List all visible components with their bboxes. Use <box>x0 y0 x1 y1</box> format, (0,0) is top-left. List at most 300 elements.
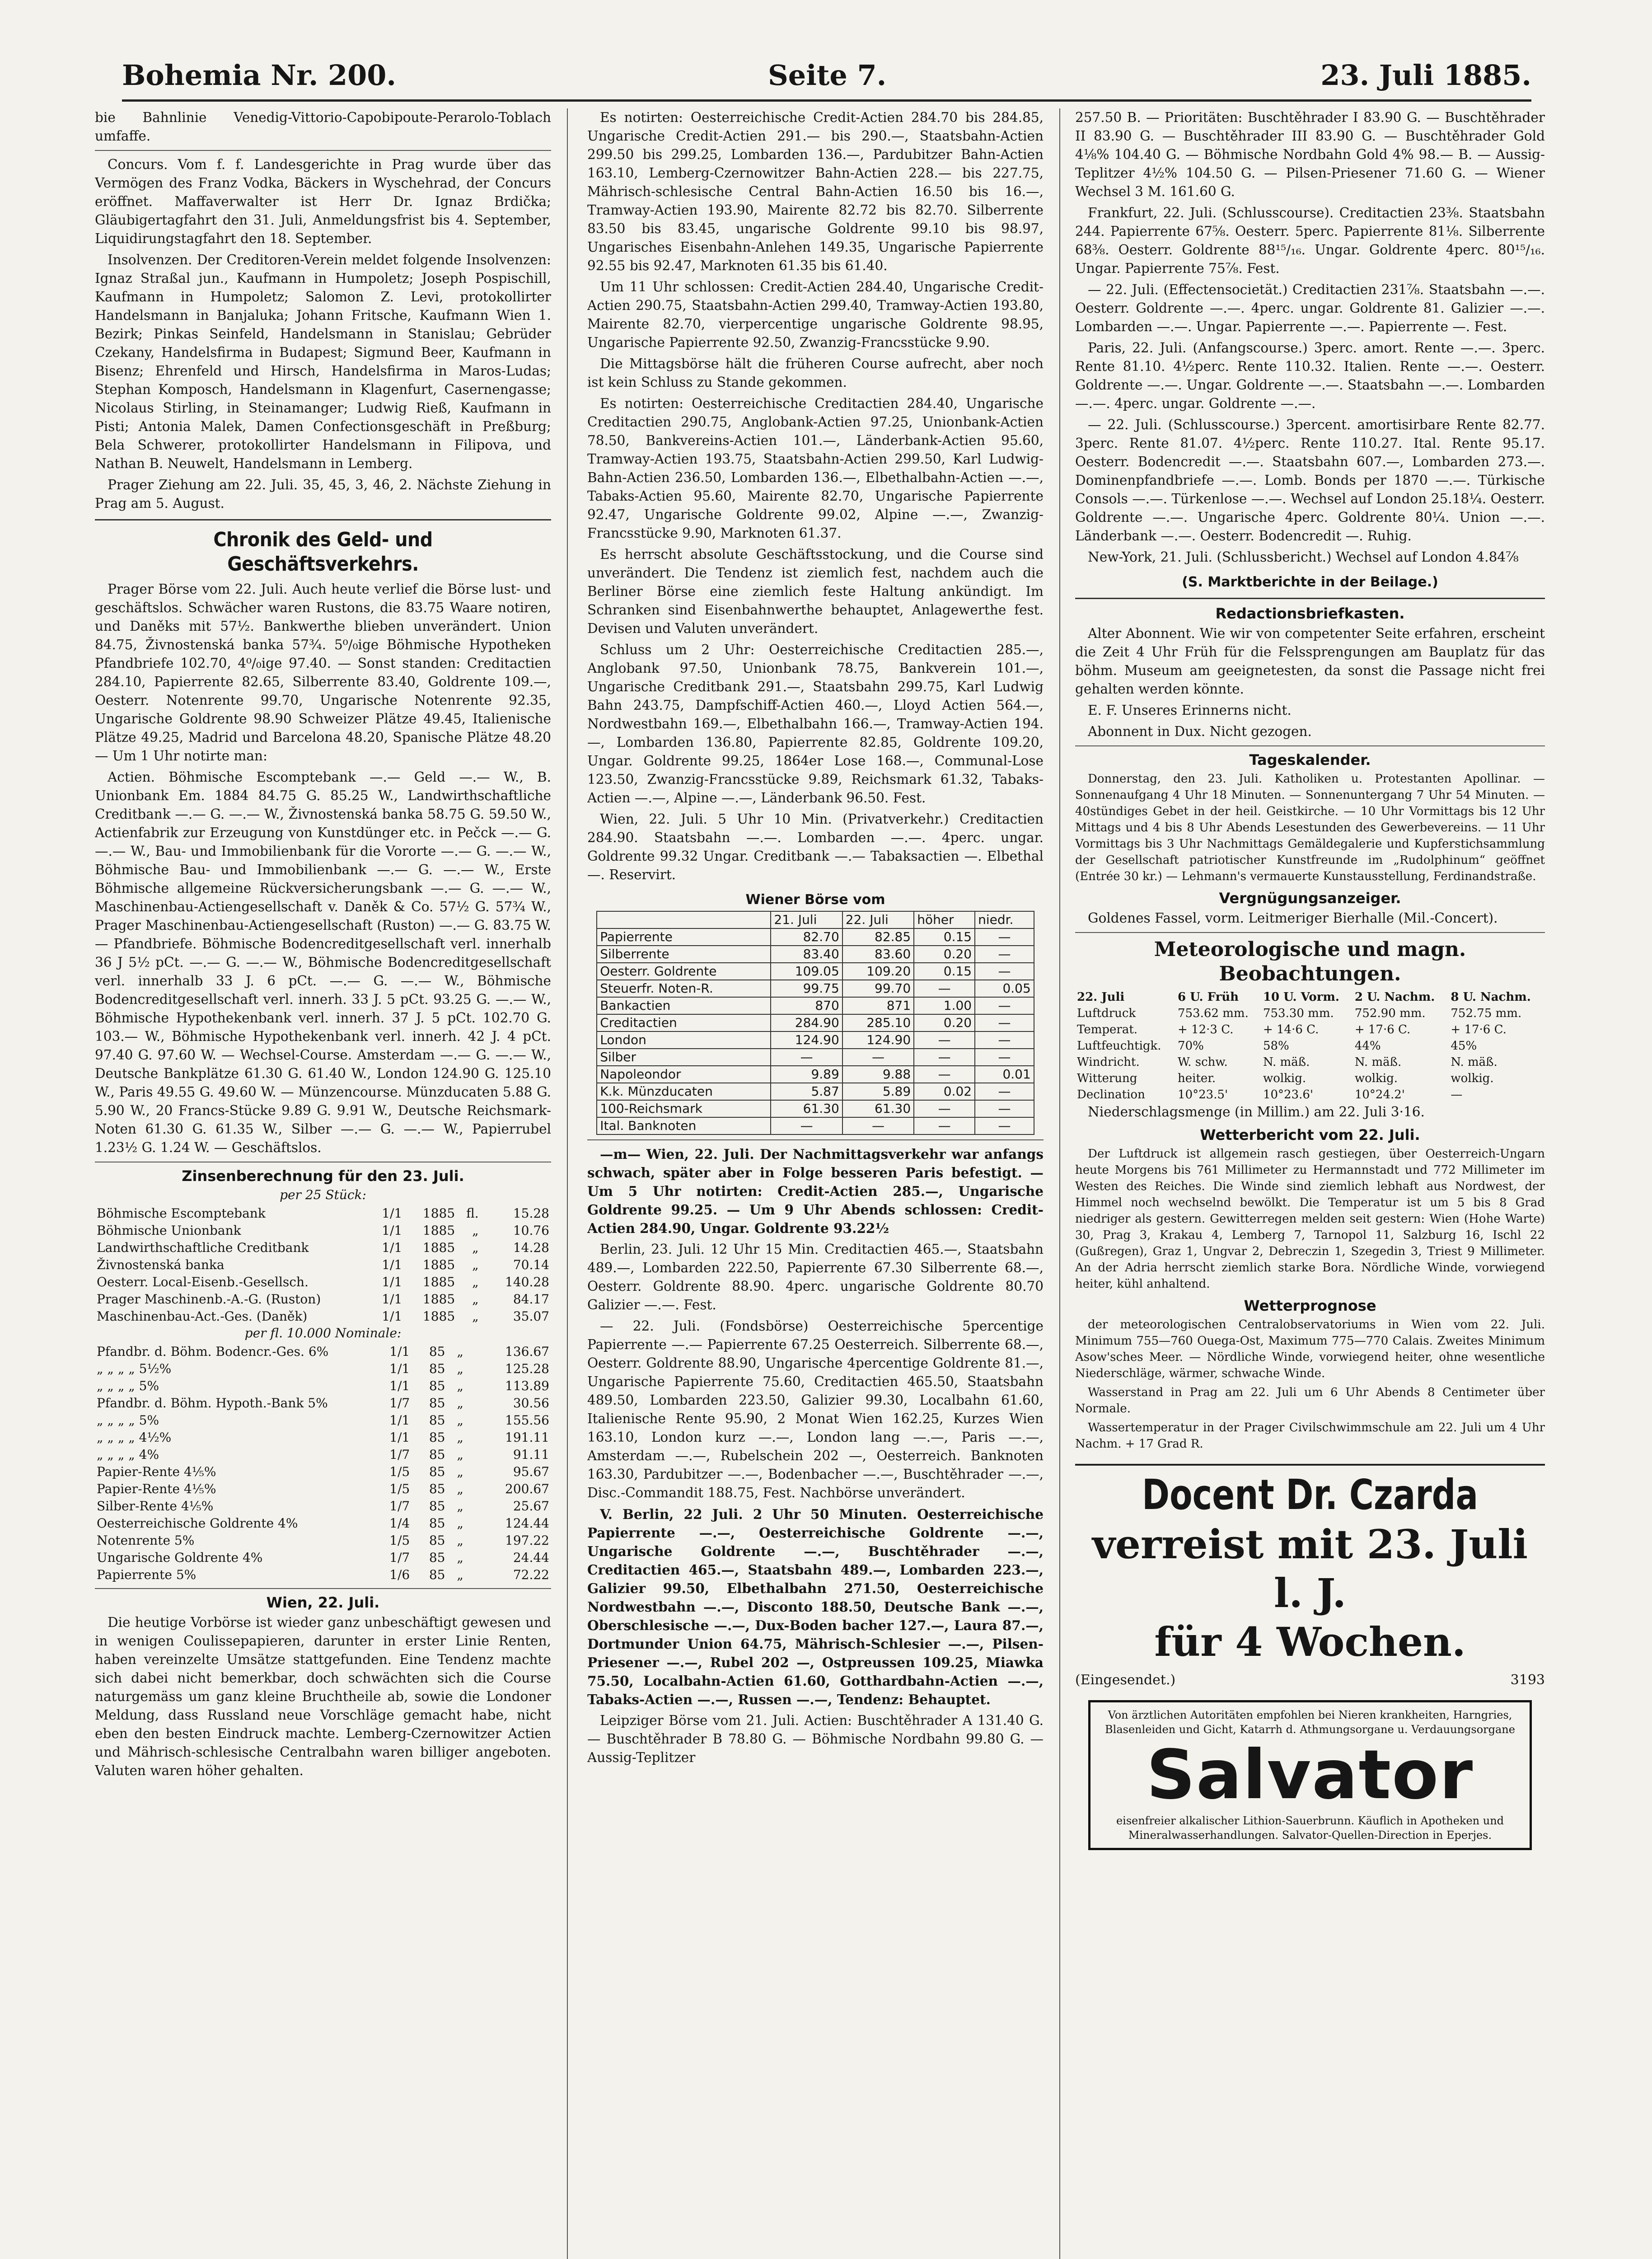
wiener-boerse-cell: 61.30 <box>842 1100 914 1117</box>
salvator-ad-brand: Salvator <box>1146 1736 1474 1814</box>
zinsen-row-cell: 85 <box>429 1430 445 1445</box>
niederschlag-text: Niederschlagsmenge (in Millim.) am 22. Juli 3·16. <box>1088 1104 1425 1120</box>
wiener-boerse-cell: — <box>975 1117 1034 1134</box>
wiener-boerse-cell: 0.02 <box>914 1083 975 1100</box>
zinsen-row-cell: 1/1 <box>382 1309 402 1324</box>
zinsen-row-cell: 85 <box>429 1447 445 1462</box>
wiener-boerse-header-cell: 21. Juli <box>771 911 842 928</box>
meteorology-cell: 70% <box>1178 1039 1204 1053</box>
wiener-boerse-cell: — <box>914 1031 975 1049</box>
zinsen-row-cell: „ <box>457 1464 463 1479</box>
wiener-boerse-table <box>596 911 1034 1135</box>
meteorology-cell: 2 U. Nachm. <box>1354 990 1435 1004</box>
wiener-boerse-cell: K.k. Münzducaten <box>597 1083 771 1100</box>
wiener-boerse-cell: — <box>842 1117 914 1134</box>
zinsen-row-cell: 1885 <box>422 1206 455 1221</box>
meteorology-cell: N. mäß. <box>1263 1055 1310 1069</box>
wiener-boerse-header-cell: niedr. <box>975 911 1034 928</box>
czarda-ad-note: (Eingesendet.) <box>1075 1672 1176 1688</box>
zinsen-row-cell: Prager Maschinenb.-A.-G. (Ruston) <box>97 1292 321 1307</box>
tageskalender-text: Donnerstag, den 23. Juli. Katholiken u. Protestanten Apollinar. — Sonnenaufgang 4 Uhr 18 Minuten. — Sonnenuntergang 7 Uhr 54 Minuten. — 40stündiges Gebet in der heil. Geistkirche. — 10 Uhr Vormittags bis 12 Uhr Mittags und 4 bis 8 Uhr Abends Lesestunden des Gewerbevereins. — 11 Uhr Vormittags bis 3 Uhr Nachmittags Gemäldegalerie und Kupferstichsammlung der Gesellschaft patriotischer Kunstfreunde im „Rudolphinum“ geöffnet (Entrée 30 kr.) — Lehmann's vermauerte Kunstausstellung, Ferdinandstraße. <box>1075 772 1545 883</box>
meteorology-cell: + 17·6 C. <box>1451 1023 1507 1036</box>
meteorology-cell: + 14·6 C. <box>1263 1023 1319 1036</box>
zinsen-row-cell: Pfandbr. d. Böhm. Bodencr.-Ges. 6% <box>97 1344 329 1359</box>
wiener-boerse-cell: — <box>914 1100 975 1117</box>
zinsen-row <box>95 1378 551 1395</box>
zinsen-row <box>95 1532 551 1549</box>
zinsen-row-cell: 95.67 <box>513 1464 549 1479</box>
zinsen-row-cell: 191.11 <box>505 1430 549 1445</box>
wiener-boerse-cell: 284.90 <box>771 1014 842 1031</box>
zinsen-row-cell: 1/5 <box>389 1464 410 1479</box>
wiener-boerse-cell: — <box>771 1049 842 1066</box>
zinsen-row <box>95 1291 551 1308</box>
wiener-boerse-header-cell <box>597 911 771 928</box>
zinsen-subheading: per 25 Stück: <box>280 1187 366 1202</box>
table-row <box>597 1014 1034 1031</box>
wiener-boerse-cell: — <box>914 1117 975 1134</box>
wiener-boerse-cell: 0.05 <box>975 980 1034 997</box>
zinsen-row-cell: 1/5 <box>389 1481 410 1496</box>
wiener-boerse-cell: 61.30 <box>771 1100 842 1117</box>
table-row <box>1075 1038 1545 1054</box>
divider <box>95 519 551 520</box>
header-date: 23. Juli 1885. <box>1320 59 1531 92</box>
zinsen-row-cell: 124.44 <box>505 1516 549 1531</box>
zinsen-row-cell: 85 <box>429 1464 445 1479</box>
zinsen-row-cell: 1885 <box>422 1292 455 1307</box>
wiener-boerse-cell: 285.10 <box>842 1014 914 1031</box>
wiener-boerse-cell: 0.15 <box>914 963 975 980</box>
zinsen-row-cell: 84.17 <box>513 1292 549 1307</box>
wiener-boerse-cell: 0.20 <box>914 946 975 963</box>
wetterbericht-heading: Wetterbericht vom 22. Juli. <box>1200 1126 1420 1144</box>
zinsen-row-cell: 1/4 <box>389 1516 410 1531</box>
meteorology-cell: N. mäß. <box>1354 1055 1402 1069</box>
wiener-boerse-cell: Silberrente <box>597 946 771 963</box>
zinsen-row-cell: 1/1 <box>382 1257 402 1272</box>
zinsen-row-cell: 1885 <box>422 1275 455 1289</box>
table-row <box>597 928 1034 946</box>
berlin-quotes-3: V. Berlin, 22 Juli. 2 Uhr 50 Minuten. Oesterreichische Papierrente —.—, Oesterreichische Goldrente —.—, Ungarische Goldrente —.—, Buschtěhrader —.—, Creditactien 465.—, Staatsbahn 489.—, Lombarden 223.—, Galizier 99.50, Elbethalbahn 271.50, Oesterreichische Nordwestbahn —.—, Disconto 188.50, Deutsche Bank —.—, Oberschlesische —.—, Dux-Boden bacher 127.—, Laura 87.—, Dortmunder Union 64.75, Mährisch-Schlesier —.—, Pilsen-Priesener —.—, Rubel 202 —, Ostpreussen 109.25, Miawka 75.50, Localbahn-Actien 61.60, Gotthardbahn-Actien —.—, Tabaks-Actien —.—, Russen —.—, Tendenz: Behauptet. <box>587 1506 1044 1707</box>
column-1 <box>95 108 551 2259</box>
wien-report: Die heutige Vorbörse ist wieder ganz unbeschäftigt gewesen und in wenigen Coulissepapieren, darunter in erster Linie Renten, haben vereinzelte Umsätze stattgefunden. Eine Tendenz machte sich dabei nicht bemerkbar, doch schwächten sich die Course naturgemäss um ganz kleine Bruchtheile ab, sowie die Londoner Meldung, dass Russland neue Vorschläge gemacht habe, nicht eben den besten Eindruck machte. Lemberg-Czernowitzer Actien und Mährisch-schlesische Centralbahn waren billiger angeboten. Valuten waren höher gehalten. <box>95 1615 551 1778</box>
wiener-boerse-cell: 109.05 <box>771 963 842 980</box>
page-header <box>122 54 1531 104</box>
zinsen-table <box>95 1205 551 1325</box>
zinsen-row <box>95 1549 551 1566</box>
zinsen-row-cell: 85 <box>429 1361 445 1376</box>
wien-quotes-5: Es herrscht absolute Geschäftsstockung, und die Course sind unverändert. Die Tendenz ist ziemlich fest, nachdem auch die Berliner Börse eine ziemlich feste Haltung ankündigt. Im Schranken sind Eisenbahnwerthe behauptet, Anlagewerthe fest. Devisen und Valuten unverändert. <box>587 547 1044 636</box>
wiener-boerse-cell: Oesterr. Goldrente <box>597 963 771 980</box>
zinsen-row-cell: „ „ „ „ 4% <box>97 1447 159 1462</box>
wien-quotes-4: Es notirten: Oesterreichische Creditactien 284.40, Ungarische Creditactien 290.75, Anglobank-Actien 97.25, Unionbank-Actien 78.50, Bankvereins-Actien 101.—, Länderbank-Actien 95.60, Tramway-Actien 193.75, Staatsbahn-Actien 299.50, Karl Ludwig-Bahn-Actien 236.50, Lombarden 136.—, Elbethalbahn-Actien —.—, Tabaks-Actien 95.60, Mairente 82.70, Ungarische Papierrente 92.47, Ungarische Goldrente 99.02, Alpine —.—, Zwanzig-Francsstücke 9.90, Marknoten 61.37. <box>587 396 1044 541</box>
zinsen-row-cell: „ <box>457 1430 463 1445</box>
wiener-boerse-cell: 124.90 <box>842 1031 914 1049</box>
wiener-boerse-header-cell: 22. Juli <box>842 911 914 928</box>
zinsen-row-cell: 14.28 <box>513 1240 549 1255</box>
table-row <box>597 1031 1034 1049</box>
meteorology-heading: Meteorologische und magn. Beobachtungen. <box>1154 938 1466 985</box>
wien-quotes-2: Um 11 Uhr schlossen: Credit-Actien 284.40, Ungarische Credit-Actien 290.75, Staatsbahn-Actien 299.40, Tramway-Actien 193.80, Mairente 82.70, vierpercentige ungarische Goldrente 98.95, Ungarische Papierrente 92.50, Zwanzig-Francsstücke 9.90. <box>587 279 1044 350</box>
zinsen-row-cell: 72.22 <box>513 1567 549 1582</box>
zinsen-row-cell: „ <box>472 1223 479 1238</box>
meteorology-cell: Luftfeuchtigk. <box>1077 1039 1161 1053</box>
berlin-quotes-2: — 22. Juli. (Fondsbörse) Oesterreichische 5percentige Papierrente —.— Papierrente 67.25 Oesterreich. Silberrente 68.—, Oesterr. Goldrente 88.90, Ungarische 4percentige Goldrente 81.—, Ungarische Papierrente 75.60, Creditactien 465.50, Staatsbahn 489.50, Lombarden 223.50, Galizier 99.30, Localbahn 61.60, Italienische Rente 95.90, 2 Monat Wien 162.25, Kurzes Wien 163.10, London kurz —.—, London lang —.—, Paris —.—, Amsterdam —.—, Rubelschein 202 —, Oesterreich. Banknoten 163.30, Pardubitzer —.—, Bodenbacher —.—, Buschtěhrader —.—, Disc.-Commandit 188.75, Fest. Nachbörse unverändert. <box>587 1318 1044 1500</box>
zinsen-row <box>95 1360 551 1378</box>
table-row <box>597 997 1034 1014</box>
zinsen-row-cell: „ „ „ „ 5½% <box>97 1361 172 1376</box>
marktberichte-note: (S. Marktberichte in der Beilage.) <box>1182 574 1438 590</box>
zinsen-row <box>95 1239 551 1256</box>
meteorology-cell: wolkig. <box>1263 1072 1306 1085</box>
zinsen-row-cell: Böhmische Unionbank <box>97 1223 241 1238</box>
wiener-boerse-cell: 83.60 <box>842 946 914 963</box>
zinsen-row-cell: Živnostenská banka <box>97 1257 225 1272</box>
wiener-boerse-header-cell: höher <box>914 911 975 928</box>
zinsen-row-cell: 85 <box>429 1550 445 1565</box>
wiener-boerse-cell: 9.88 <box>842 1066 914 1083</box>
zinsen-row-cell: „ <box>472 1292 479 1307</box>
insolvenzen-notice: Insolvenzen. Der Creditoren-Verein meldet folgende Insolvenzen: Ignaz Straßal jun., Kaufmann in Humpoletz; Joseph Pospischill, Kaufmann in Humpoletz; Salomon Z. Levi, protokollirter Handelsmann in Banjaluka; Johann Fritsche, Kaufmann Wien 1. Bezirk; Pinkas Seinfeld, Handelsmann in Stanislau; Gebrüder Czekany, Handelsfirma in Budapest; Sigmund Beer, Kaufmann in Bisenz; Ehrenfeld und Hirsch, Handelsfirma in Maros-Ludas; Stephan Komposch, Handelsmann in Klagenfurt, Casernengasse; Nicolaus Stirling, in Steinamanger; Ludwig Rieß, Kaufmann in Pisti; Antonia Malek, Damen Confectionsgeschäft in Preßburg; Bela Schwerer, protokollirter Handelsmann in Filipova, und Nathan B. Neuwelt, Handelsmann in Lemberg. <box>95 252 551 471</box>
wien-quotes-1: Es notirten: Oesterreichische Credit-Actien 284.70 bis 284.85, Ungarische Credit-Actien 291.— bis 290.—, Staatsbahn-Actien 299.50 bis 299.25, Lombarden 136.—, Pardubitzer Bahn-Actien 163.10, Lemberg-Czernowitzer Bahn-Actien 228.— bis 227.75, Mährisch-schlesische Central Bahn-Actien 16.50 bis 16.—, Tramway-Actien 193.90, Mairente 82.72 bis 82.70. Silberrente 83.50 bis 83.45, ungarische Goldrente 99.10 bis 98.97, Ungarisches Eisenbahn-Anlehen 149.35, Ungarische Papierrente 92.55 bis 92.47, Marknoten 61.35 bis 61.40. <box>587 110 1044 273</box>
czarda-ad-number: 3193 <box>1510 1672 1545 1688</box>
wiener-boerse-cell: — <box>975 1014 1034 1031</box>
wiener-boerse-cell: — <box>975 1100 1034 1117</box>
zinsen-row-cell: 35.07 <box>513 1309 549 1324</box>
vergnuegung-heading: Vergnügungsanzeiger. <box>1219 890 1401 907</box>
zinsen-row-cell: „ <box>472 1257 479 1272</box>
wiener-boerse-cell: London <box>597 1031 771 1049</box>
table-row <box>597 946 1034 963</box>
wiener-boerse-cell: Napoleondor <box>597 1066 771 1083</box>
zinsen-row-cell: 1885 <box>422 1257 455 1272</box>
zinsen-row-cell: „ <box>457 1378 463 1393</box>
wien-heading: Wien, 22. Juli. <box>266 1594 380 1611</box>
wetterprognose-text: der meteorologischen Centralobservatoriums in Wien vom 22. Juli. Minimum 755—760 Ouega-Ost, Maximum 775—770 Calais. Zweites Minimum Asow'sches Meer. — Nördliche Winde, vorwiegend heiter, ohne wesentliche Niederschläge, wärmer, schwache Winde. <box>1075 1318 1545 1380</box>
meteorology-cell: 58% <box>1263 1039 1289 1053</box>
zinsen-row-cell: 200.67 <box>505 1481 549 1496</box>
meteorology-cell: wolkig. <box>1451 1072 1494 1085</box>
wiener-boerse-cell: — <box>914 1049 975 1066</box>
zinsen-row-cell: 1/1 <box>389 1361 410 1376</box>
vergnuegung-text: Goldenes Fassel, vorm. Leitmeriger Bierhalle (Mil.-Concert). <box>1088 910 1498 926</box>
zinsen-row-cell: „ <box>457 1550 463 1565</box>
zinsen-row-cell: Oesterr. Local-Eisenb.-Gesellsch. <box>97 1275 309 1289</box>
zinsen-row-cell: Landwirthschaftliche Creditbank <box>97 1240 309 1255</box>
zinsen-row-cell: 1/6 <box>389 1567 410 1582</box>
zinsen-row-cell: 85 <box>429 1516 445 1531</box>
column-3 <box>1075 108 1545 2259</box>
zinsen-row-cell: 197.22 <box>505 1533 549 1548</box>
zinsen-row-cell: 25.67 <box>513 1499 549 1514</box>
zinsen-row-cell: 15.28 <box>513 1206 549 1221</box>
wetterprognose-heading: Wetterprognose <box>1244 1297 1376 1314</box>
redaktion-answer-3: Abonnent in Dux. Nicht gezogen. <box>1088 724 1312 739</box>
meteorology-cell: 10°23.5' <box>1178 1088 1228 1101</box>
wiener-boerse-cell: 109.20 <box>842 963 914 980</box>
czarda-ad-line-3: für 4 Wochen. <box>1154 1618 1466 1665</box>
wiener-boerse-cell: Papierrente <box>597 928 771 946</box>
zinsen-row-cell: 155.56 <box>505 1413 549 1428</box>
zinsen-row-cell: „ „ „ „ 5% <box>97 1413 159 1428</box>
table-row <box>597 963 1034 980</box>
wetterbericht-text: Der Luftdruck ist allgemein rasch gestiegen, über Oesterreich-Ungarn heute Morgens bis 761 Millimeter zu Hermannstadt und 772 Millimeter im Westen des Reiches. Die Winde sind ziemlich lebhaft aus Nordwest, der Himmel noch wechselnd bewölkt. Die Temperatur ist um 5 bis 8 Grad niedriger als gestern. Gewitterregen melden seit gestern: Wien (Hohe Warte) 30, Prag 3, Krakau 4, Lemberg 7, Tarnopol 11, Salzburg 16, Ischl 22 (Gußregen), Graz 1, Ungvar 2, Debreczin 1, Szegedin 3, Triest 9 Millimeter. An der Adria herrscht ziemlich starke Bora. Nördliche Winde, vorwiegend heiter, kühl anhaltend. <box>1075 1147 1545 1291</box>
prager-boerse-report: Prager Börse vom 22. Juli. Auch heute verlief die Börse lust- und geschäftslos. Schwächer waren Rustons, die 83.75 Waare notiren, und Daněks mit 57½. Bankwerthe blieben unverändert. Union 84.75, Živnostenská banka 57¾. 5⁰/₀ige Böhmische Hypotheken Pfandbriefe 102.70, 4⁰/₀ige 97.40. — Sonst standen: Creditactien 284.10, Papierrente 82.65, Silberrente 83.40, Goldrente 109.—, Oesterr. Notenrente 99.70, Ungarische Notenrente 92.35, Ungarische Goldrente 98.90 Schweizer Plätze 49.45, Italienische Plätze 49.25, Madrid und Barcelona 48.20, Spanische Plätze 48.20 — Um 1 Uhr notirte man: <box>95 581 551 764</box>
zinsen-row-cell: Silber-Rente 4⅕% <box>97 1499 214 1514</box>
meteorology-cell: + 17·6 C. <box>1354 1023 1411 1036</box>
table-row <box>597 1083 1034 1100</box>
redaktion-heading: Redactionsbriefkasten. <box>1215 605 1405 622</box>
wien-nachmittag: —m— Wien, 22. Juli. Der Nachmittagsverkehr war anfangs schwach, später aber in Folge besseren Paris befestigt. — Um 5 Uhr notirten: Credit-Actien 285.—, Ungarische Goldrente 99.25. — Um 9 Uhr Abends schlossen: Credit-Actien 284.90, Ungar. Goldrente 93.22½ <box>587 1146 1044 1236</box>
wiener-boerse-cell: 0.15 <box>914 928 975 946</box>
wien-quotes-6: Schluss um 2 Uhr: Oesterreichische Creditactien 285.—, Anglobank 97.50, Unionbank 78.75, Bankverein 101.—, Ungarische Creditbank 291.—, Staatsbahn 299.75, Karl Ludwig Bahn 243.75, Dampfschiff-Actien 460.—, Lloyd Actien 564.—, Nordwestbahn 169.—, Elbethalbahn 166.—, Tramway-Actien 194.—, Lombarden 136.80, Papierrente 82.85, Goldrente 109.20, Ungar. Goldrente 99.25, 1864er Lose 168.—, Communal-Lose 123.50, Zwanzig-Francsstücke 9.89, Reichsmark 61.32, Tabaks-Actien —.—, Alpine —.—, Länderbank 96.50. Fest. <box>587 642 1044 806</box>
zinsen-row-cell: „ <box>457 1481 463 1496</box>
zinsen-row-cell: „ <box>472 1240 479 1255</box>
wiener-boerse-cell: — <box>975 1049 1034 1066</box>
redaktion-answer-1: Alter Abonnent. Wie wir von competenter Seite erfahren, erscheint die Zeit 4 Uhr Früh für die Felssprengungen am Bauplatz für das böhm. Museum am geeignetesten, da sonst die Passage nicht frei gehalten werden könnte. <box>1075 626 1545 697</box>
column-divider-2 <box>1059 108 1060 2259</box>
zinsen-row-cell: „ „ „ „ 5% <box>97 1378 159 1393</box>
zinsen-row-cell: „ <box>457 1413 463 1428</box>
zinsen-row <box>95 1222 551 1239</box>
zinsen-row-cell: 85 <box>429 1567 445 1582</box>
table-row <box>597 1049 1034 1066</box>
meteorology-cell: Windricht. <box>1077 1055 1140 1069</box>
wiener-boerse-cell: — <box>975 997 1034 1014</box>
zinsen-row-cell: Böhmische Escomptebank <box>97 1206 266 1221</box>
ziehung-notice: Prager Ziehung am 22. Juli. 35, 45, 3, 46, 2. Nächste Ziehung in Prag am 5. August. <box>95 477 551 511</box>
divider <box>95 150 551 151</box>
redaktion-answer-2: E. F. Unseres Erinnerns nicht. <box>1088 703 1292 718</box>
meteorology-cell: heiter. <box>1178 1072 1216 1085</box>
wiener-boerse-cell: Ital. Banknoten <box>597 1117 771 1134</box>
zinsen-row-cell: 1/1 <box>382 1275 402 1289</box>
newyork-quotes: New-York, 21. Juli. (Schlussbericht.) Wechsel auf London 4.84⅞ <box>1088 549 1519 565</box>
zinsen-row-cell: 1/7 <box>389 1550 410 1565</box>
column-divider-1 <box>567 108 568 2259</box>
zinsen-row-cell: „ „ „ „ 4½% <box>97 1430 172 1445</box>
wiener-boerse-cell: Silber <box>597 1049 771 1066</box>
prager-boerse-quotes: Actien. Böhmische Escomptebank —.— Geld —.— W., B. Unionbank Em. 1884 84.75 G. 85.25 W., Landwirthschaftliche Creditbank —.— G. —.— W., Živnostenská banka 58.75 G. 59.50 W., Actienfabrik zur Erzeugung von Kunstdünger etc. in Pečck —.— G. —.— W., Bau- und Immobilienbank für die Vororte —.— G. —.— W., Böhmische Bau- und Immobilienbank —.— G. —.— W., Erste Böhmische allgemeine Rückversicherungsbank —.— G. —.— W., Maschinenbau-Actiengesellschaft v. Daněk & Co. 57½ G. 57¾ W., Prager Maschinenbau-Actiengesellschaft (Ruston) —.— G. 83.75 W. — Pfandbriefe. Böhmische Bodencreditgesellschaft verl. innerhalb 36 J 5½ pCt. —.— G. —.— W., Böhmische Bodencreditgesellschaft verl. innerhalb 33 J. 6 pCt. —.— G. —.— W., Böhmische Bodencreditgesellschaft verl. innerh. 33 J. 5 pCt. 93.25 G. —.— W., Böhmische Hypothekenbank verl. innerh. 37 J. 5 pCt. 102.70 G. 103.— W., Böhmische Hypothekenbank verl. innerh. 42 J. 4 pCt. 97.40 G. 97.60 W. — Wechsel-Course. Amsterdam —.— G. —.— W., Deutsche Bankplätze 61.30 G. 61.40 W., London 124.90 G. 125.10 W., Paris 49.55 G. 49.60 W. — Münzencourse. Münzducaten 5.88 G. 5.90 W., 20 Francs-Stücke 9.89 G. 9.91 W., Deutsche Reichsmark-Noten 61.30 G. 61.35 W., Silber —.— G. —.— W., Papierrubel 1.23½ G. 1.24 W. — Geschäftslos. <box>95 769 551 1155</box>
wiener-boerse-cell: — <box>914 1066 975 1083</box>
zinsen-row <box>95 1463 551 1481</box>
zinsen-table-2 <box>95 1343 551 1584</box>
meteorology-cell: — <box>1451 1088 1463 1101</box>
zinsen-row-cell: 24.44 <box>513 1550 549 1565</box>
zinsen-row-cell: 1/1 <box>382 1240 402 1255</box>
zinsen-subheading-2: per fl. 10.000 Nominale: <box>244 1326 402 1340</box>
zinsen-row-cell: 125.28 <box>505 1361 549 1376</box>
czarda-ad-line-2: verreist mit 23. Juli l. J. <box>1092 1521 1528 1617</box>
divider <box>1075 598 1545 599</box>
meteorology-cell: 44% <box>1354 1039 1381 1053</box>
chronik-heading: Chronik des Geld- und Geschäftsverkehrs. <box>213 528 433 576</box>
frankfurt-quotes: Frankfurt, 22. Juli. (Schlusscourse). Creditactien 23⅜. Staatsbahn 244. Papierrente 67⅝. Oesterr. 5perc. Papierrente 81⅛. Silberrente 68⅜. Oesterr. Goldrente 88¹⁵/₁₆. Ungar. Goldrente 4perc. 80¹⁵/₁₆. Ungar. Papierrente 75⅞. Fest. <box>1075 205 1545 276</box>
wiener-boerse-cell: — <box>975 963 1034 980</box>
zinsen-row-cell: „ <box>457 1344 463 1359</box>
meteorology-cell: 10°23.6' <box>1263 1088 1314 1101</box>
wiener-boerse-cell: — <box>771 1117 842 1134</box>
zinsen-row-cell: Pfandbr. d. Böhm. Hypoth.-Bank 5% <box>97 1396 328 1411</box>
zinsen-row-cell: 1/7 <box>389 1499 410 1514</box>
zinsen-row-cell: „ <box>457 1361 463 1376</box>
salvator-advertisement <box>1088 1700 1532 1850</box>
meteorology-cell: + 12·3 C. <box>1178 1023 1234 1036</box>
wiener-boerse-cell: 124.90 <box>771 1031 842 1049</box>
leipzig-continued: 257.50 B. — Prioritäten: Buschtěhrader I 83.90 G. — Buschtěhrader II 83.90 G. — Buschtěhrader III 83.90 G. — Buschtěhrader Gold 4⅛% 104.40 G. — Böhmische Nordbahn Gold 4% 98.— B. — Aussig-Teplitzer 4½% 104.50 G. — Pilsen-Priesener 71.60 G. — Wiener Wechsel 3 M. 161.60 G. <box>1075 110 1545 199</box>
zinsen-row <box>95 1429 551 1446</box>
czarda-ad-line-1: Docent Dr. Czarda <box>1142 1471 1479 1519</box>
salvator-ad-bottom: eisenfreier alkalischer Lithion-Sauerbrunn. Käuflich in Apotheken und Mineralwasserhandlungen. Salvator-Quellen-Direction in Eperjes. <box>1116 1814 1504 1842</box>
zinsen-row-cell: Notenrente 5% <box>97 1533 195 1548</box>
table-row <box>1075 1022 1545 1038</box>
wiener-boerse-cell: 100-Reichsmark <box>597 1100 771 1117</box>
zinsen-row-cell: 70.14 <box>513 1257 549 1272</box>
zinsen-row-cell: Ungarische Goldrente 4% <box>97 1550 263 1565</box>
table-row <box>597 980 1034 997</box>
table-row <box>1075 1070 1545 1087</box>
meteorology-table <box>1075 989 1545 1103</box>
zinsen-row-cell: 85 <box>429 1499 445 1514</box>
zinsen-row-cell: „ <box>457 1516 463 1531</box>
zinsen-row-cell: 1/7 <box>389 1447 410 1462</box>
meteorology-cell: 6 U. Früh <box>1178 990 1239 1004</box>
meteorology-cell: 22. Juli <box>1077 990 1125 1004</box>
wiener-boerse-cell: 82.70 <box>771 928 842 946</box>
paris-quotes-2: — 22. Juli. (Schlusscourse.) 3percent. amortisirbare Rente 82.77. 3perc. Rente 81.07. 4½perc. Rente 110.27. Ital. Rente 95.17. Oesterr. Bodencredit —.—. Staatsbahn 607.—, Lombarden 273.—. Dominenpfandbriefe —.—. Lomb. Bonds per 1870 —.—. Türkische Consols —.—. Türkenlose —.—. Wechsel auf London 25.18¼. Oesterr. Goldrente —.—. Ungarische 4perc. Goldrente 80¼. Union —.—. Länderbank —.—. Oesterr. Bodencredit —. Ruhig. <box>1075 417 1545 544</box>
meteorology-cell: wolkig. <box>1354 1072 1398 1085</box>
meteorology-cell: Luftdruck <box>1077 1007 1136 1020</box>
table-row <box>1075 989 1545 1005</box>
meteorology-cell: Witterung <box>1077 1072 1137 1085</box>
wiener-boerse-cell: 1.00 <box>914 997 975 1014</box>
zinsen-row-cell: 136.67 <box>505 1344 549 1359</box>
zinsen-row-cell: 1885 <box>422 1223 455 1238</box>
zinsen-row-cell: „ <box>472 1275 479 1289</box>
zinsen-row <box>95 1412 551 1429</box>
zinsen-row-cell: fl. <box>466 1206 479 1221</box>
zinsen-row-cell: 91.11 <box>513 1447 549 1462</box>
zinsen-row-cell: Papier-Rente 4⅕% <box>97 1464 216 1479</box>
wiener-boerse-cell: 870 <box>771 997 842 1014</box>
zinsen-row-cell: 85 <box>429 1396 445 1411</box>
wiener-boerse-cell: — <box>975 946 1034 963</box>
zinsen-row-cell: „ <box>457 1447 463 1462</box>
zinsen-row <box>95 1205 551 1222</box>
zinsen-row-cell: Papierrente 5% <box>97 1567 197 1582</box>
meteorology-cell: 10 U. Vorm. <box>1263 990 1339 1004</box>
wiener-boerse-cell: — <box>975 1031 1034 1049</box>
zinsen-row-cell: „ <box>457 1567 463 1582</box>
zinsen-row-cell: „ <box>457 1396 463 1411</box>
meteorology-cell: 753.30 mm. <box>1263 1007 1334 1020</box>
salvator-ad-top: Von ärztlichen Autoritäten empfohlen bei Nieren krankheiten, Harngries, Blasenleiden und Gicht, Katarrh d. Athmungsorgane u. Verdauungsorgane <box>1105 1709 1515 1736</box>
zinsen-row <box>95 1395 551 1412</box>
divider <box>95 1588 551 1589</box>
zinsen-row-cell: 1/7 <box>389 1396 410 1411</box>
zinsen-row <box>95 1256 551 1274</box>
tageskalender-heading: Tageskalender. <box>1249 751 1371 769</box>
wiener-boerse-cell: Bankactien <box>597 997 771 1014</box>
czarda-advertisement <box>1075 1464 1545 1689</box>
frankfurt-societaet: — 22. Juli. (Effectensocietät.) Creditactien 231⅞. Staatsbahn —.—. Oesterr. Goldrente —.—. 4perc. ungar. Goldrente 81. Galizier —.—. Lombarden —.—. Ungar. Papierrente —.—. Papierrente —. Fest. <box>1075 282 1545 334</box>
wiener-boerse-cell: 5.87 <box>771 1083 842 1100</box>
zinsen-row-cell: 85 <box>429 1533 445 1548</box>
table-row <box>1075 1087 1545 1103</box>
wiener-boerse-cell: 5.89 <box>842 1083 914 1100</box>
zinsen-row-cell: Oesterreichische Goldrente 4% <box>97 1516 298 1531</box>
zinsen-row-cell: 1/5 <box>389 1533 410 1548</box>
wiener-boerse-cell: 82.85 <box>842 928 914 946</box>
zinsen-row-cell: 113.89 <box>505 1378 549 1393</box>
wiener-boerse-cell: 83.40 <box>771 946 842 963</box>
berlin-quotes-1: Berlin, 23. Juli. 12 Uhr 15 Min. Creditactien 465.—, Staatsbahn 489.—, Lombarden 222.50, Papierrente 67.30 Silberrente 68.—, Oesterr. Goldrente 88.90. 4perc. ungarische Goldrente 80.70 Galizier —.—. Fest. <box>587 1242 1044 1312</box>
table-row <box>597 1066 1034 1083</box>
divider <box>1075 932 1545 933</box>
wiener-boerse-cell: — <box>842 1049 914 1066</box>
zinsen-row-cell: „ <box>457 1533 463 1548</box>
meteorology-cell: 8 U. Nachm. <box>1451 990 1531 1004</box>
zinsen-row-cell: 85 <box>429 1413 445 1428</box>
zinsen-row-cell: 1885 <box>422 1309 455 1324</box>
zinsen-heading: Zinsenberechnung für den 23. Juli. <box>182 1167 464 1185</box>
table-row <box>597 1117 1034 1134</box>
zinsen-row-cell: 30.56 <box>513 1396 549 1411</box>
wiener-boerse-cell: — <box>975 1083 1034 1100</box>
wiener-boerse-cell: Creditactien <box>597 1014 771 1031</box>
table-row <box>597 1100 1034 1117</box>
zinsen-row <box>95 1515 551 1532</box>
zinsen-row-cell: 1/1 <box>389 1344 410 1359</box>
wiener-boerse-cell: 99.75 <box>771 980 842 997</box>
wiener-boerse-cell: 0.01 <box>975 1066 1034 1083</box>
header-rule <box>122 99 1531 102</box>
zinsen-row-cell: 1/1 <box>389 1430 410 1445</box>
zinsen-row-cell: Papier-Rente 4⅕% <box>97 1481 216 1496</box>
zinsen-row <box>95 1498 551 1515</box>
zinsen-row-cell: Maschinenbau-Act.-Ges. (Daněk) <box>97 1309 308 1324</box>
zinsen-row <box>95 1274 551 1291</box>
zinsen-row-cell: 1/1 <box>389 1413 410 1428</box>
meteorology-cell: W. schw. <box>1178 1055 1228 1069</box>
wien-quotes-3: Die Mittagsbörse hält die früheren Course aufrecht, aber noch ist kein Schluss zu Stande gekommen. <box>587 356 1044 390</box>
divider <box>587 1139 1044 1140</box>
zinsen-row-cell: 85 <box>429 1378 445 1393</box>
wiener-boerse-cell: 0.20 <box>914 1014 975 1031</box>
meteorology-cell: 752.75 mm. <box>1451 1007 1522 1020</box>
divider <box>1075 745 1545 746</box>
table-row <box>1075 1005 1545 1022</box>
header-publication: Bohemia Nr. 200. <box>122 59 397 92</box>
zinsen-row-cell: 1/1 <box>382 1292 402 1307</box>
wiener-boerse-cell: Steuerfr. Noten-R. <box>597 980 771 997</box>
meteorology-cell: 45% <box>1451 1039 1477 1053</box>
concurs-notice: Concurs. Vom f. f. Landesgerichte in Prag wurde über das Vermögen des Franz Vodka, Bäckers in Wyschehrad, der Concurs eröffnet. Maffaverwalter ist Herr Dr. Ignaz Brdička; Gläubigertagfahrt den 31. Juli, Anmeldungsfrist bis 4. September, Liquidirungstagfahrt den 18. September. <box>95 157 551 246</box>
zinsen-row-cell: 1/1 <box>382 1223 402 1238</box>
table-row <box>1075 1054 1545 1070</box>
meteorology-cell: Declination <box>1077 1088 1145 1101</box>
leipzig-quotes: Leipziger Börse vom 21. Juli. Actien: Buschtěhrader A 131.40 G. — Buschtěhrader B 78.80 G. — Böhmische Nordbahn 99.80 G. — Aussig-Teplitzer <box>587 1713 1044 1765</box>
wassertemperatur-text: Wassertemperatur in der Prager Civilschwimmschule am 22. Juli um 4 Uhr Nachm. + 17 Grad R. <box>1075 1421 1545 1451</box>
zinsen-row-cell: 1/1 <box>389 1378 410 1393</box>
wien-quotes-7: Wien, 22. Juli. 5 Uhr 10 Min. (Privatverkehr.) Creditactien 284.90. Staatsbahn —.—. Lombarden —.—. 4perc. ungar. Goldrente 99.32 Ungar. Creditbank —.— Tabaksactien —. Elbethal —. Reservirt. <box>587 811 1044 882</box>
paris-quotes-1: Paris, 22. Juli. (Anfangscourse.) 3perc. amort. Rente —.—. 3perc. Rente 81.10. 4½perc. Rente 110.32. Italien. Rente —.—. Oesterr. Goldrente —.—. Ungar. Goldrente —.—. Staatsbahn —.—. Lombarden —.—. 4perc. ungar. Goldrente —.—. <box>1075 340 1545 411</box>
wiener-boerse-cell: — <box>914 980 975 997</box>
wiener-boerse-title: Wiener Börse vom <box>745 892 885 908</box>
wiener-boerse-cell: 99.70 <box>842 980 914 997</box>
wiener-boerse-cell: 871 <box>842 997 914 1014</box>
